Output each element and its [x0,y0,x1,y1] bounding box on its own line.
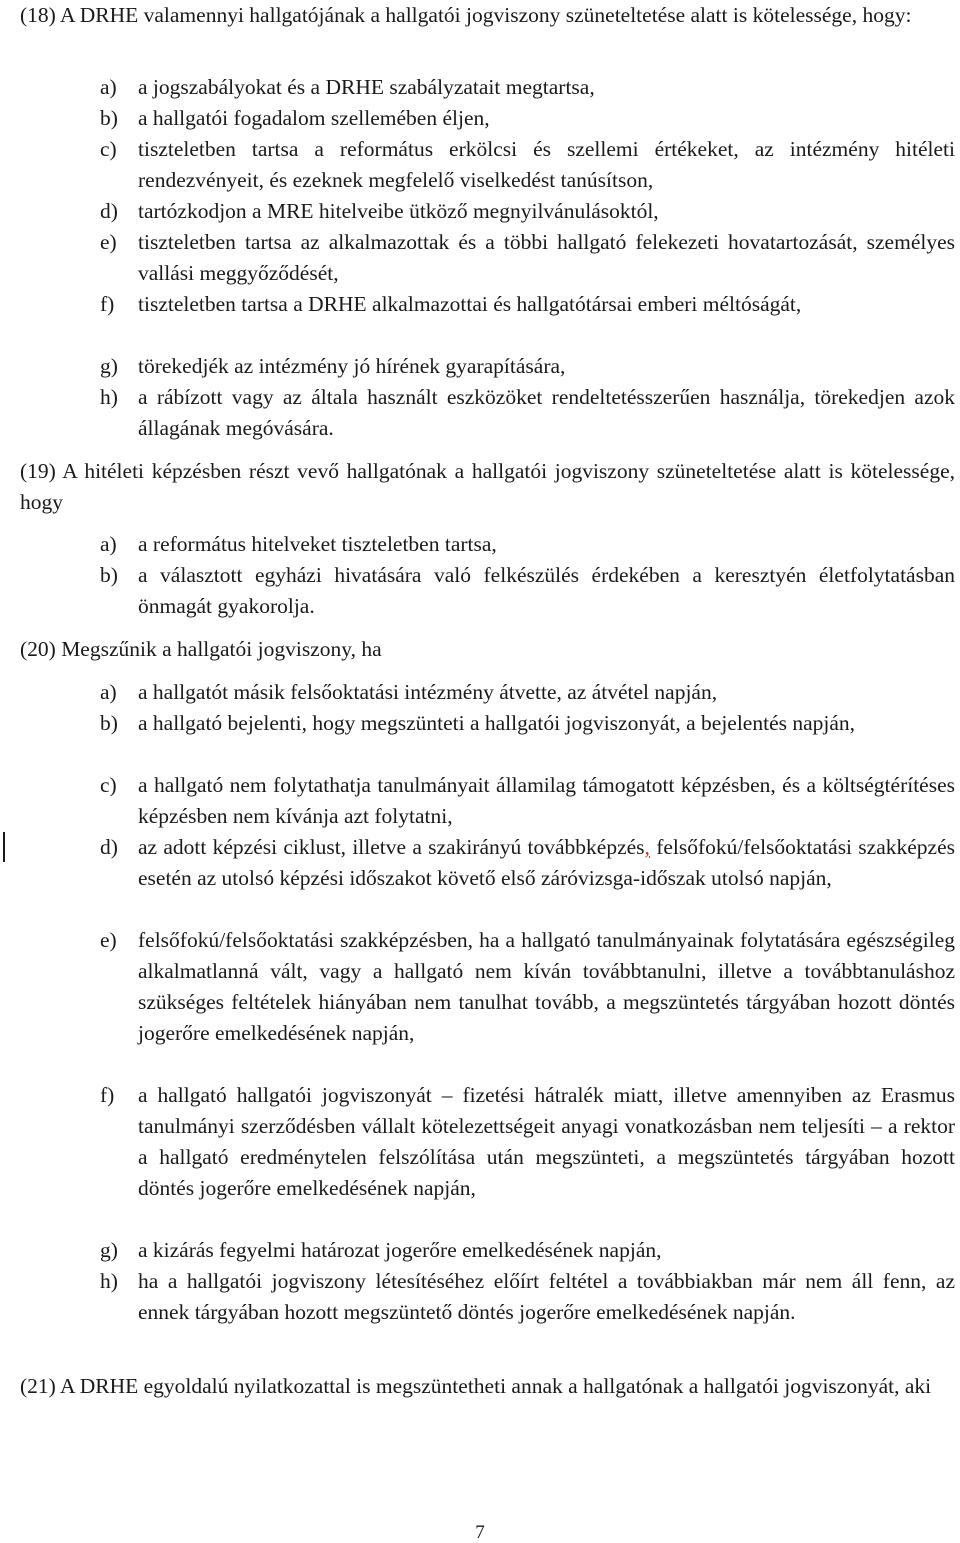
list-item [0,529,960,560]
list-item [0,289,960,351]
list-item-label: f) [100,292,115,316]
list-item [0,1266,960,1359]
list-item-text: a kizárás fegyelmi határozat jogerőre emelkedésének napján, [138,1238,662,1262]
list-item [0,832,960,925]
list-item [0,382,960,444]
list-item-label: e) [100,928,117,952]
list-item-text: tiszteletben tartsa a református erkölcsi és szellemi értékeket, az intézmény hitéleti rendezvényeit, és ezeknek megfelelő viselkedést tanúsítson, [138,137,955,192]
list-item-label: g) [100,354,118,378]
list-item-label: h) [100,1269,118,1293]
list-item [0,925,960,1080]
list-item-text: a református hitelveket tiszteletben tartsa, [138,532,497,556]
list-item-label: a) [100,75,117,99]
list-item-label: a) [100,680,117,704]
list-item [0,72,960,103]
list-item-label: b) [100,711,118,735]
list-item-label: c) [100,773,117,797]
list-item-text: felsőfokú/felsőoktatási szakképzésben, ha a hallgató tanulmányainak folytatására egészségileg alkalmatlanná vált, vagy a hallgató nem kíván továbbtanulni, illetve a továbbtanuláshoz szükséges feltételek hiányában nem tanulhat tovább, a megszüntetés tárgyában hozott döntés jogerőre emelkedésének napján, [138,928,955,1045]
list-item-text: a rábízott vagy az általa használt eszközöket rendeltetésszerűen használja, törekedjen azok állagának megóvására. [138,385,955,440]
list-item [0,560,960,622]
list-item [0,227,960,289]
list-item-text: a jogszabályokat és a DRHE szabályzatait megtartsa, [138,75,595,99]
list-item-label: d) [100,199,118,223]
list-item [0,134,960,196]
list-item-text: tartózkodjon a MRE hitelveibe ütköző megnyilvánulásoktól, [138,199,659,223]
list-item [0,103,960,134]
list-item [0,1080,960,1235]
list-item-text-rest: felsőfokú/felsőoktatási szakképzés esetén az utolsó képzési időszakot követő első záróvizsga-időszak utolsó napján, [138,835,955,890]
list-item-label: h) [100,385,118,409]
list-item-label: a) [100,532,117,556]
list-item-label: g) [100,1238,118,1262]
list-item [0,770,960,832]
list-item-text: a hallgató bejelenti, hogy megszünteti a hallgatói jogviszonyát, a bejelentés napján, [138,711,856,735]
list-item-text: ha a hallgatói jogviszony létesítéséhez előírt feltétel a továbbiakban már nem áll fenn, az ennek tárgyában hozott megszüntető döntés jogerőre emelkedésének napján. [138,1269,955,1324]
list-item [0,708,960,770]
list-item-label: c) [100,137,117,161]
page-number: 7 [475,1522,485,1543]
list-item-text: a hallgatót másik felsőoktatási intézmény átvette, az átvétel napján, [138,680,718,704]
list-item-text: a hallgató nem folytathatja tanulmányait államilag támogatott képzésben, és a költségtérítéses képzésben nem kívánja azt folytatni, [138,773,955,828]
list-item-label: b) [100,563,118,587]
list-item-label: f) [100,1083,115,1107]
list-item-label: e) [100,230,117,254]
section-21-heading: (21) A DRHE egyoldalú nyilatkozattal is megszüntetheti annak a hallgatónak a hallgatói jogviszonyát, aki [20,1374,932,1398]
revision-mark: , [644,835,650,859]
list-item-label: d) [100,835,118,859]
list-item [0,196,960,227]
section-20-heading: (20) Megszűnik a hallgatói jogviszony, ha [20,637,382,661]
list-item [0,677,960,708]
list-item [0,1235,960,1266]
list-item-text-first: az adott képzési ciklust, illetve a szakirányú továbbképzés [138,835,645,859]
list-item-text: törekedjék az intézmény jó hírének gyarapítására, [138,354,566,378]
list-item-text: tiszteletben tartsa az alkalmazottak és a többi hallgató felekezeti hovatartozását, személyes vallási meggyőződését, [138,230,955,285]
list-item-text: a választott egyházi hivatására való felkészülés érdekében a keresztyén életfolytatásban önmagát gyakorolja. [138,563,955,618]
list-item-text: a hallgatói fogadalom szellemében éljen, [138,106,490,130]
list-item-label: b) [100,106,118,130]
section-19-heading: (19) A hitéleti képzésben részt vevő hallgatónak a hallgatói jogviszony szüneteltetése alatt is kötelessége, hogy [20,459,955,514]
list-item-text [138,832,955,894]
section-18-heading: (18) A DRHE valamennyi hallgatójának a hallgatói jogviszony szüneteltetése alatt is kötelessége, hogy: [20,3,912,27]
list-item [0,351,960,382]
list-item-text: a hallgató hallgatói jogviszonyát – fizetési hátralék miatt, illetve amennyiben az Erasmus tanulmányi szerződésben vállalt kötelezettségeit anyagi vonatkozásban nem teljesíti – a rektor a hallgató eredménytelen felszólítása után megszünteti, a megszüntetés tárgyában hozott döntés jogerőre emelkedésének napján, [138,1083,955,1200]
list-item-text: tiszteletben tartsa a DRHE alkalmazottai és hallgatótársai emberi méltóságát, [138,292,802,316]
